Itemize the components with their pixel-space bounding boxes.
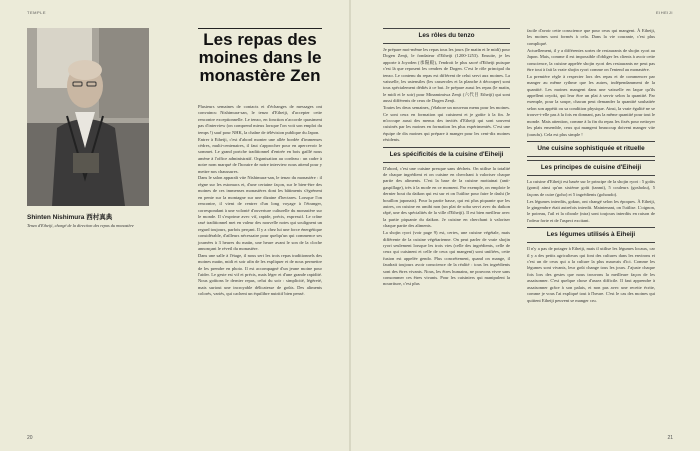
right-column-1 [383, 28, 510, 288]
paragraph: Dans une salle à l'étage, il nous sert les trois repas traditionnels des moines matin, midi et soir afin de les expliquer et de nous permettre de les prendre en photo. Il est accompagné d'un jeune moine pour l'aider. Le geste est vif et précis, mais léger et d'une grande rapidité. Nous goûtons le dernier repas, celui du soir : simplicité, légèreté, mais surtout une incroyable délicatesse de goûts. Des aliments colorés, variés, qui cachent un équilibre nutritif bien pensé. [198, 252, 322, 297]
portrait-illustration [27, 28, 149, 206]
right-page [351, 0, 700, 451]
section-heading: Une cuisine sophistiquée et rituelle [527, 141, 655, 157]
paragraph: Il n'y a pas de potager à Eiheiji, mais il utilise les légumes locaux, car il y a des petits agriculteurs qui font des cultures dans les environs et c'est un de ceux qui a la culture la plus mauvais d'ici. Comme les légumes sont vivants, leur goût change tous les jours. J'ajuste chaque fois lors des gestes que nous trouvons la meilleure façon de les assaisonner. C'est quelque chose d'assez difficile. Il faut apprendre à assaisonner grâce à son palais, et non pas avec une recette écrite, comme je vous l'ai expliqué tout à l'heure. C'est le cas des moines qui quittent Eiheiji peuvent se manger cru. [527, 246, 655, 303]
caption-name: Shinten Nishimura 西村真典 [27, 214, 113, 221]
paragraph: Entrer à Eiheiji, c'est d'abord monter une allée bordée d'immenses cèdres, multi-centenaires, il faut s'approcher pour en apercevoir le sommet. Le grand portche traditionnel d'entrée en bois gaillé nous amène à l'office administratif. Organisation au cordeau : un cadre à notre nom marqué de l'horaire de notre interview nous attend pour y mettre nos chaussures. [198, 136, 322, 174]
right-column-2 [527, 28, 655, 304]
portrait-photo [27, 28, 149, 206]
section-heading: Les rôles du tenzo [383, 28, 510, 44]
paragraph: Plusieurs semaines de contacts et d'échanges de messages ont convaincu Nishimura-san, le tenzo d'Eiheiji, d'accepter cette rencontre exceptionnelle. Le tenzo, en fonction n'accorde quasiment pas d'interview (on comprend mieux lorsque l'on voit son emploi du temps !) sauf pour NHK, la chaîne de télévision publique du Japon. [198, 104, 322, 135]
paragraph: Dans le salon apparaît vite Nishimura-san, le tenzo du monastère : il règne sur les estomacs et, d'une certaine façon, sur le bien-être des moines de ces immenses monastères dont les bâtiments s'égrènent en pente sur la montagne sur une dizaine d'hectares. Lorsque l'on rencontre, il vient de rentrer d'un long voyage à l'étranger, correspondant à une volonté d'ouverture culturelle du monastère sur le monde. Il s'exprime avec vif, rapide, précis, expressif. Le crâne rasé traditionnel met en valeur des nouvelle notes qui soulignent un regard toujours, parfois perçant. Il y a chez lui une force énergétique considérable, d'ailleurs nécessaire pour quelqu'un qui commence ses journées à 3 heures du matin, une heure avant le son de la cloche annonçant le réveil du monastère. [198, 175, 322, 251]
left-page [0, 0, 349, 451]
section-heading: Les légumes utilisés à Eiheiji [527, 227, 655, 243]
paragraph: La cuisine d'Eiheiji est basée sur le principe de la shojin ryori : 5 goûts (gomi) ainsi qu'un sixième goût (tanmi), 5 couleurs (goshoku), 5 façons de cuire (goho) et 5 ingrédients (gohoudo). [527, 178, 655, 197]
paragraph: Toutes les deux semaines, j'élabore un nouveau menu pour les moines. Ce sont ceux en formation qui cuisinent et je goûte à la fin. Je m'occupe aussi des menus des invités d'Eiheiji qui sont souvent cuisinés par les moines en formation les plus expérimentés. C'est une équipe de dix moines qui prépare à manger pour les cent-dix moines résidents. [383, 105, 510, 143]
paragraph: La shojin ryori (voir page 9) est, certes, une cuisine végétale, mais différente de la cuisine végétarienne. On peut parler de vraie shojin ryori seulement lorsque les trois vies (celle des ingrédients, celle de ceux qui cuisinent et celle de ceux qui mangent) sont unifiées, cette fusion est appelée gendo. Plus concrètement, quand on mange, il faudrait toujours avoir conscience de la réalité : tous les ingrédients sont des êtres vivants. Nous, les êtres humains, ne pouvons vivre sans consommer ces êtres vivants. Pour les cuisiniers qui manipulent la nourriture, c'est plus [383, 230, 510, 287]
paragraph: facile d'avoir cette conscience que pour ceux qui mangent. À Eiheiji, les moines sont formés à cela. Dans la vie courante, c'est plus compliqué. [527, 28, 655, 46]
section-heading: Les spécificités de la cuisine d'Eiheiji [383, 147, 510, 163]
paragraph: Je prépare moi-même les repas tous les jours (le matin et le midi) pour Dogen Zenji, le fondateur d'Eiheiji (1200-1253). Ensuite, je les apporte à Joyoden (承陽殿), l'endroit le plus sacré d'Eiheiji puisque c'est là que reposent les cendres de Dogen. C'est le rôle principal du tenzo. Le contenu du repas est différent de celui servi aux moines. La vaisselle, les ustensiles (les casseroles et la planche à découper) sont tous spécialement dédiés à ce but. Je prépare aussi les repas (le matin, le midi et le soir) pour Minamimiwa Zenji (六代目 Eiheiji) qui sont aussi différents de ceux de Dogen Zenji. [383, 47, 510, 104]
running-head-right: EIHEIJI [655, 10, 673, 15]
caption-description: Tenzo d'Eiheiji, chargé de la direction des repas du monastère [27, 223, 134, 228]
left-body-column [198, 104, 322, 298]
paragraph: Les légumes interdits, gokun, ont changé selon les époques. À Eiheiji, le gingembre était autrefois interdit. Maintenant, on l'utilise. L'oignon, le poireau, l'ail et la ciboule (nira) sont toujours interdits en raison de l'odeur forte et de l'aspect excitant. [527, 198, 655, 223]
running-head-left: TEMPLE [27, 10, 47, 15]
article-title: Les repas des moines dans le monastère Zen [198, 30, 322, 85]
paragraph: D'abord, c'est une cuisine presque sans déchets. On utilise la totalité de chaque ingrédient et on cuisine en cherchant à valoriser chaque partie des aliments. C'est la base de la cuisine mottainai (anti-gaspillage), très à la mode en ce moment. Par exemple, on emploie le dernier bout du daikon qui est sur et on l'utilise pour faire le dashi (le bouillon japonais). Pour la partie basse, qui est plus piquante que les autres, on cuisine en umibi non (un plat de soba servi avec du daikon râpé, une des spécialités de la ville d'Eiheiji). Il est bien meilleur avec la partie piquante du daikon. Je cuisine en cherchant à valoriser chaque partie des aliments. [383, 165, 510, 229]
photo-caption [27, 212, 149, 229]
paragraph: La première règle à respecter lors des repas et de commencer par manger au même rythme que les autres, indépendamment de la quantité. Les moines mangent dans une vaisselle en laque qu'ils appellent oryoki, qui leur être un plat à servir selon la quantité. Par exemple, pour la soupe, chacun peut demander la quantité souhaitée selon son appétit ou sa condition physique. Ainsi, la vraie égalité ne se trouve-t-elle pas à la fois en donnant, pas la même quantité pour tout le monde. Mais attention, comme à la fin du repas les fixés pour nettoyer les plats ensemble, ceux qui mangent beaucoup doivent manger vite (oarufu). Cela est plus simple ! [527, 73, 655, 137]
paragraph: Actuellement, il y a différentes sortes de restaurants de shojin ryori au Japon. Mais, comme il est impossible d'obliger les clients à avoir cette conscience, la cuisine appelée shojin ryori des restaurants ne peut pas être tout à fait la vraie shojin ryori comme on l'entend au monastère. [527, 47, 655, 72]
page-number-right: 21 [667, 435, 673, 441]
section-heading: Les principes de cuisine d'Eiheiji [527, 160, 655, 176]
page-number-left: 20 [27, 435, 33, 441]
